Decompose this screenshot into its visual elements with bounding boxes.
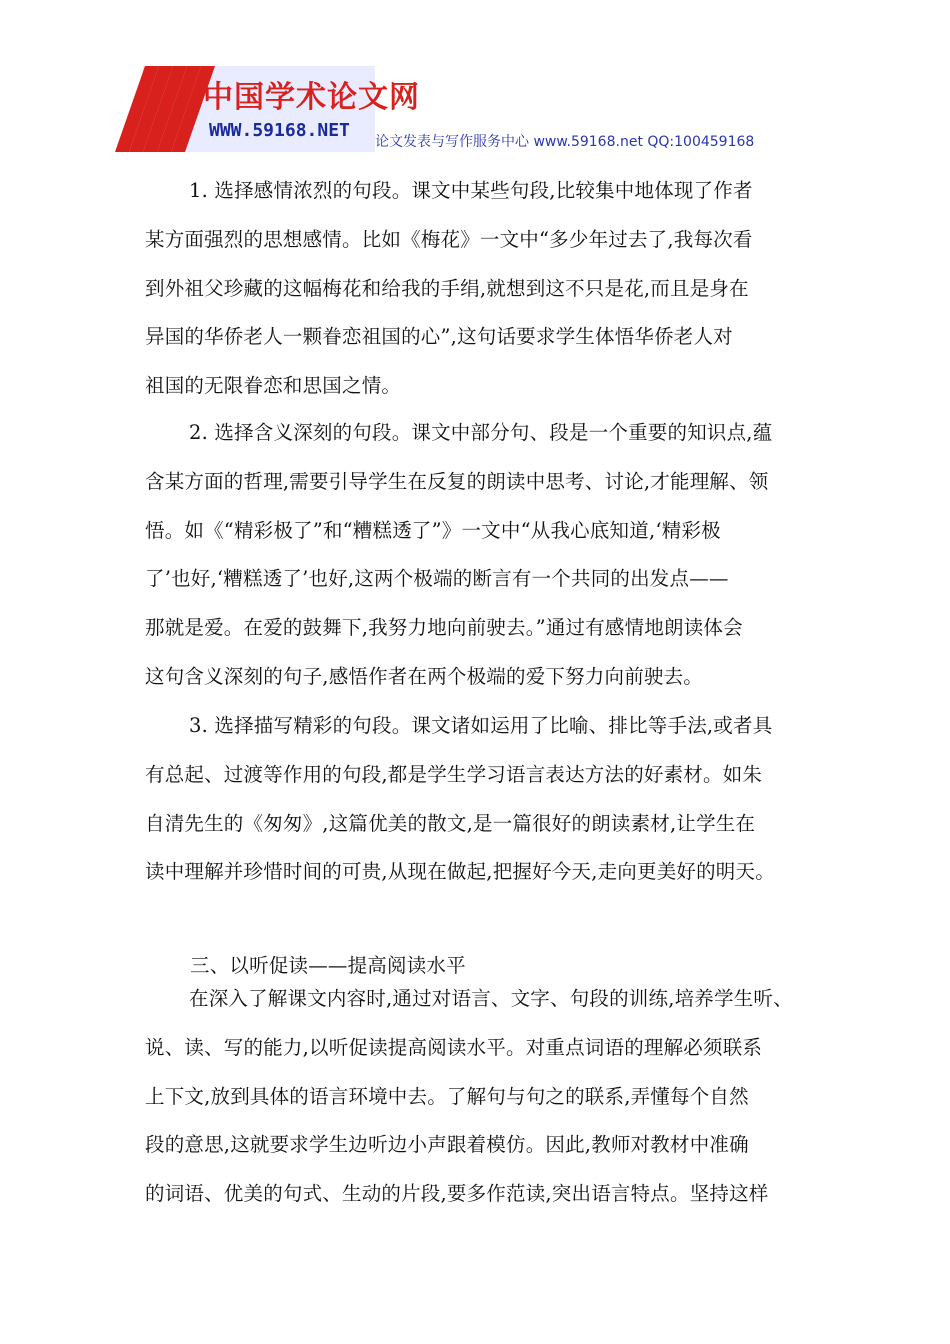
paragraph-3 [145,702,835,897]
text-line: 2. 选择含义深刻的句段。课文中部分句、段是一个重要的知识点,蕴 [189,421,773,444]
text-line: 到外祖父珍藏的这幅梅花和给我的手绢,就想到这不只是花,而且是身在 [145,276,749,300]
text-line: 段的意思,这就要求学生边听边小声跟着模仿。因此,教师对教材中准确 [145,1133,749,1157]
section-heading: 三、以听促读——提高阅读水平 [190,954,466,977]
paragraph-4 [145,975,835,1219]
text-line: 有总起、过渡等作用的句段,都是学生学习语言表达方法的好素材。如朱 [145,762,763,786]
site-header [143,66,843,156]
logo-stripes-icon [143,66,205,152]
text-line: 悟。如《“精彩极了”和“糟糕透了”》一文中“从我心底知道,‘精彩极 [145,518,721,542]
text-line: 含某方面的哲理,需要引导学生在反复的朗读中思考、讨论,才能理解、领 [145,469,769,493]
logo-title: 中国学术论文网 [203,80,420,115]
text-line: 在深入了解课文内容时,通过对语言、文字、句段的训练,培养学生听、 [189,987,793,1010]
text-line: 1. 选择感情浓烈的句段。课文中某些句段,比较集中地体现了作者 [189,179,753,202]
text-line: 了’也好,‘糟糕透了’也好,这两个极端的断言有一个共同的出发点—— [145,567,729,591]
header-tagline: 论文发表与写作服务中心 www.59168.net QQ:100459168 [375,134,755,150]
site-logo[interactable] [143,66,420,152]
text-line: 读中理解并珍惜时间的可贵,从现在做起,把握好今天,走向更美好的明天。 [145,860,775,884]
text-line: 祖国的无限眷恋和思国之情。 [145,374,402,398]
text-line: 上下文,放到具体的语言环境中去。了解句与句之的联系,弄懂每个自然 [145,1084,749,1108]
text-line: 3. 选择描写精彩的句段。课文诸如运用了比喻、排比等手法,或者具 [189,714,773,737]
logo-url: WWW.59168.NET [209,120,350,141]
text-line: 说、读、写的能力,以听促读提高阅读水平。对重点词语的理解必须联系 [145,1035,763,1059]
paragraph-1 [145,167,835,411]
text-line: 异国的华侨老人一颗眷恋祖国的心”,这句话要求学生体悟华侨老人对 [145,325,733,349]
text-line: 那就是爱。在爱的鼓舞下,我努力地向前驶去。”通过有感情地朗读体会 [145,616,743,640]
text-line: 这句含义深刻的句子,感悟作者在两个极端的爱下努力向前驶去。 [145,664,703,688]
text-line: 的词语、优美的句式、生动的片段,要多作范读,突出语言特点。坚持这样 [145,1182,769,1206]
text-line: 自清先生的《匆匆》,这篇优美的散文,是一篇很好的朗读素材,让学生在 [145,811,756,835]
text-line: 某方面强烈的思想感情。比如《梅花》一文中“多少年过去了,我每次看 [145,227,753,251]
paragraph-2 [145,409,835,702]
